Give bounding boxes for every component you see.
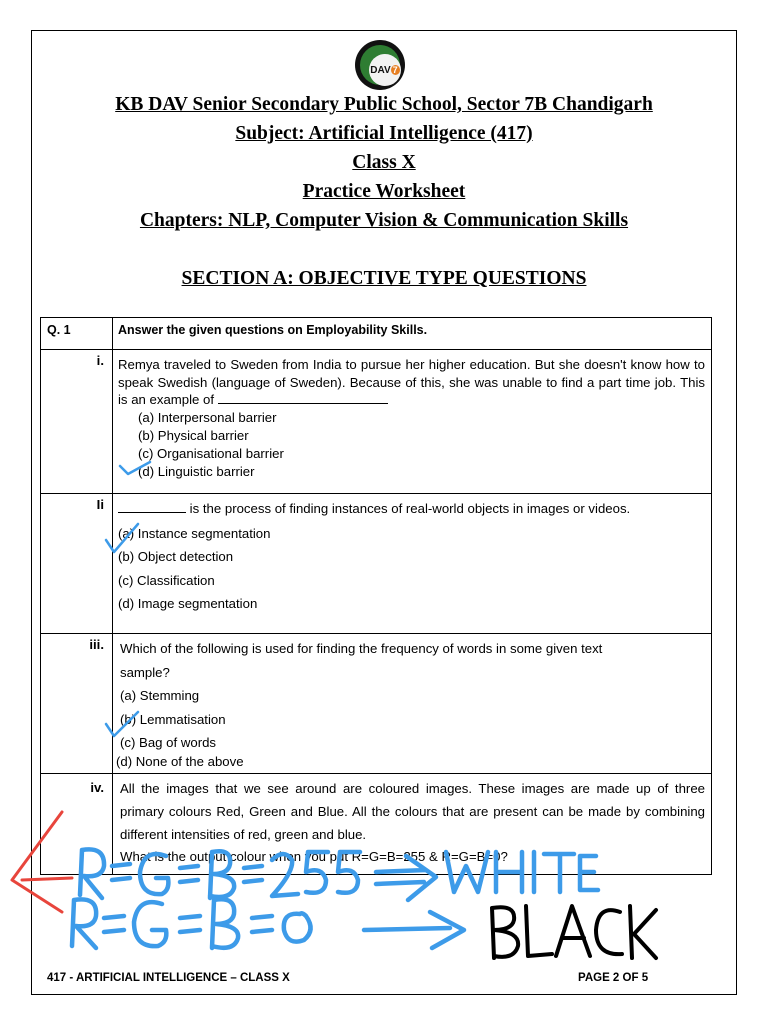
footer-page-number: PAGE 2 OF 5 xyxy=(578,972,649,984)
question-text-iv: All the images that we see around are coloured images. These images are made up of three primary colours Red, Green and Blue. All the colours that are present can be made by combining different intensities of red, green and blue. xyxy=(120,781,705,842)
question-instruction: Answer the given questions on Employability Skills. xyxy=(113,318,712,350)
school-name: KB DAV Senior Secondary Public School, Sector 7B Chandigarh xyxy=(115,94,653,115)
question-number-ii: Ii xyxy=(41,494,113,634)
class-title: Class X xyxy=(352,152,416,173)
question-row-iv xyxy=(41,774,712,875)
questions-table xyxy=(40,317,712,875)
question-text-iii: Which of the following is used for finding the frequency of words in some given text sample? xyxy=(120,641,603,680)
option-i-d: (d) Linguistic barrier xyxy=(138,463,255,479)
question-header-row xyxy=(41,318,712,350)
option-iii-d: (d) None of the above xyxy=(116,753,244,769)
option-ii-b: (b) Object detection xyxy=(118,549,234,565)
question-prompt-iv: What is the output colour when you put R=G=B=255 & R=G=B=0? xyxy=(120,849,508,864)
question-row-i xyxy=(41,350,712,494)
school-logo: DAV 7 xyxy=(355,40,405,90)
option-iii-c: (c) Bag of words xyxy=(120,735,217,751)
section-title: SECTION A: OBJECTIVE TYPE QUESTIONS xyxy=(181,268,587,289)
question-row-iii xyxy=(41,634,712,774)
question-row-ii xyxy=(41,494,712,634)
option-i-c: (c) Organisational barrier xyxy=(138,445,284,461)
answer-blank xyxy=(218,392,388,404)
question-number: Q. 1 xyxy=(41,318,113,350)
option-ii-a: (a) Instance segmentation xyxy=(118,525,271,541)
footer-course: 417 - ARTIFICIAL INTELLIGENCE – CLASS X xyxy=(47,972,290,984)
option-iii-a: (a) Stemming xyxy=(120,688,200,704)
option-i-a: (a) Interpersonal barrier xyxy=(138,409,277,425)
question-text-i: Remya traveled to Sweden from India to pursue her higher education. But she doesn't know how to speak Swedish (language of Sweden). Because of this, she was unable to find a part time job. This is an example of xyxy=(118,357,705,408)
question-number-i: i. xyxy=(41,350,113,494)
option-ii-d: (d) Image segmentation xyxy=(118,596,258,612)
worksheet-title: Practice Worksheet xyxy=(302,181,466,202)
question-number-iii: iii. xyxy=(41,634,113,774)
subject-title: Subject: Artificial Intelligence (417) xyxy=(235,123,533,144)
chapters-title: Chapters: NLP, Computer Vision & Communication Skills xyxy=(139,210,629,231)
option-ii-c: (c) Classification xyxy=(118,572,215,588)
answer-blank xyxy=(118,501,186,513)
option-i-b: (b) Physical barrier xyxy=(138,427,249,443)
option-iii-b: (b) Lemmatisation xyxy=(120,711,226,727)
question-text-ii: is the process of finding instances of real-world objects in images or videos. xyxy=(189,501,631,516)
question-number-iv: iv. xyxy=(41,774,113,875)
